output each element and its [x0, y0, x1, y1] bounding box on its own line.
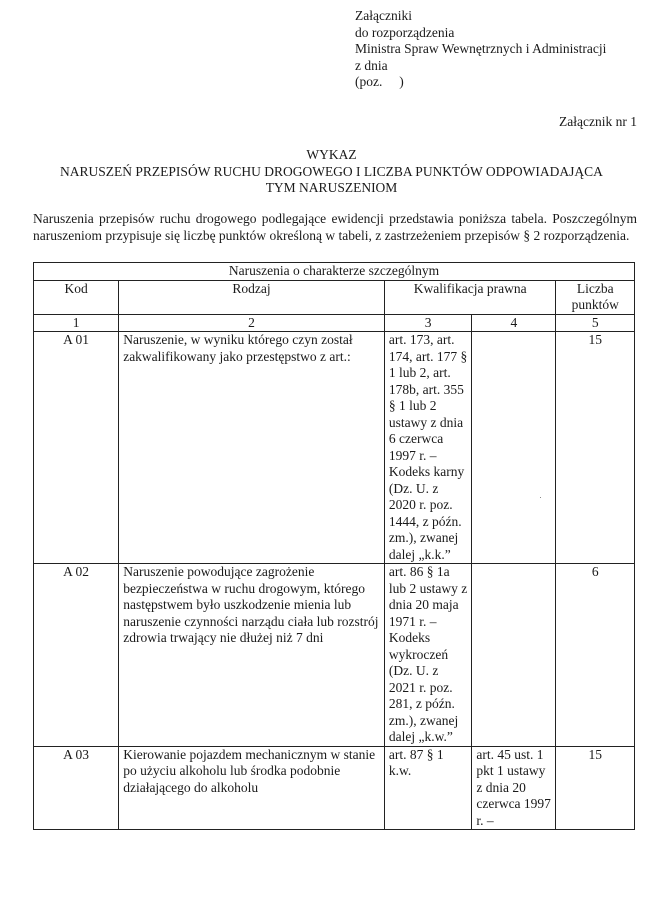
row-rodzaj: Kierowanie pojazdem mechanicznym w stanie po użyciu alkoholu lub środka podobnie działającego do alkoholu — [119, 746, 385, 830]
row-kwalifikacja-3: art. 87 § 1 k.w. — [384, 746, 471, 830]
column-number: 1 — [34, 314, 119, 332]
header-line: Załączniki — [355, 8, 412, 23]
section-title: Naruszenia o charakterze szczególnym — [34, 263, 635, 281]
column-number: 4 — [472, 314, 556, 332]
column-number: 3 — [384, 314, 471, 332]
header-kwalifikacja: Kwalifikacja prawna — [384, 280, 556, 314]
row-punkty: 15 — [556, 332, 635, 564]
intro-paragraph: Naruszenia przepisów ruchu drogowego podlegające ewidencji przedstawia poniższa tabela. Poszczególnym naruszeniom przypisuje się liczbę punktów określoną w tabeli, z zastrzeżeniem przepisów § 2 rozporządzenia. — [33, 211, 637, 243]
row-kwalifikacja-4 — [472, 332, 556, 564]
header-kod: Kod — [34, 280, 119, 314]
ordinance-header — [355, 8, 655, 91]
table-row — [34, 332, 635, 564]
document-title — [0, 147, 663, 197]
table-header-row — [34, 280, 635, 314]
row-punkty: 6 — [556, 564, 635, 747]
annex-number: Załącznik nr 1 — [559, 114, 637, 129]
row-kwalifikacja-3: art. 173, art. 174, art. 177 § 1 lub 2, art. 178b, art. 355 § 1 lub 2 ustawy z dnia 6 czerwca 1997 r. – Kodeks karny (Dz. U. z 2020 r. poz. 1444, z późn. zm.), zwanej dalej „k.k.” — [384, 332, 471, 564]
row-kod: A 01 — [34, 332, 119, 564]
header-line: (poz. ) — [355, 74, 404, 89]
header-line: do rozporządzenia — [355, 24, 455, 40]
row-kwalifikacja-3: art. 86 § 1a lub 2 ustawy z dnia 20 maja 1971 r. – Kodeks wykroczeń (Dz. U. z 2021 r. poz. 281, z późn. zm.), zwanej dalej „k.w.” — [384, 564, 471, 747]
row-kwalifikacja-4: art. 45 ust. 1 pkt 1 ustawy z dnia 20 czerwca 1997 r. – — [472, 746, 556, 830]
row-rodzaj: Naruszenie powodujące zagrożenie bezpieczeństwa w ruchu drogowym, którego następstwem było uszkodzenie mienia lub naruszenie czynności narządu ciała lub rozstrój zdrowia trwający nie dłużej niż 7 dni — [119, 564, 385, 747]
title-line-2: NARUSZEŃ PRZEPISÓW RUCHU DROGOWEGO I LICZBA PUNKTÓW ODPOWIADAJĄCA — [60, 163, 603, 179]
row-kod: A 02 — [34, 564, 119, 747]
row-kwalifikacja-4 — [472, 564, 556, 747]
row-kod: A 03 — [34, 746, 119, 830]
header-line: z dnia — [355, 57, 388, 73]
violations-table — [33, 262, 635, 830]
header-line: Ministra Spraw Wewnętrznych i Administracji — [355, 41, 607, 56]
column-number: 5 — [556, 314, 635, 332]
table-section-row — [34, 263, 635, 281]
table-row — [34, 564, 635, 747]
scan-speck — [540, 497, 541, 498]
row-punkty: 15 — [556, 746, 635, 830]
header-rodzaj: Rodzaj — [119, 280, 385, 314]
title-line-3: TYM NARUSZENIOM — [265, 180, 398, 195]
column-number: 2 — [119, 314, 385, 332]
table-column-numbers-row — [34, 314, 635, 332]
row-rodzaj: Naruszenie, w wyniku którego czyn został zakwalifikowany jako przestępstwo z art.: — [119, 332, 385, 564]
title-line-1: WYKAZ — [306, 147, 357, 162]
header-punkty: Liczba punktów — [556, 280, 635, 314]
table-row — [34, 746, 635, 830]
